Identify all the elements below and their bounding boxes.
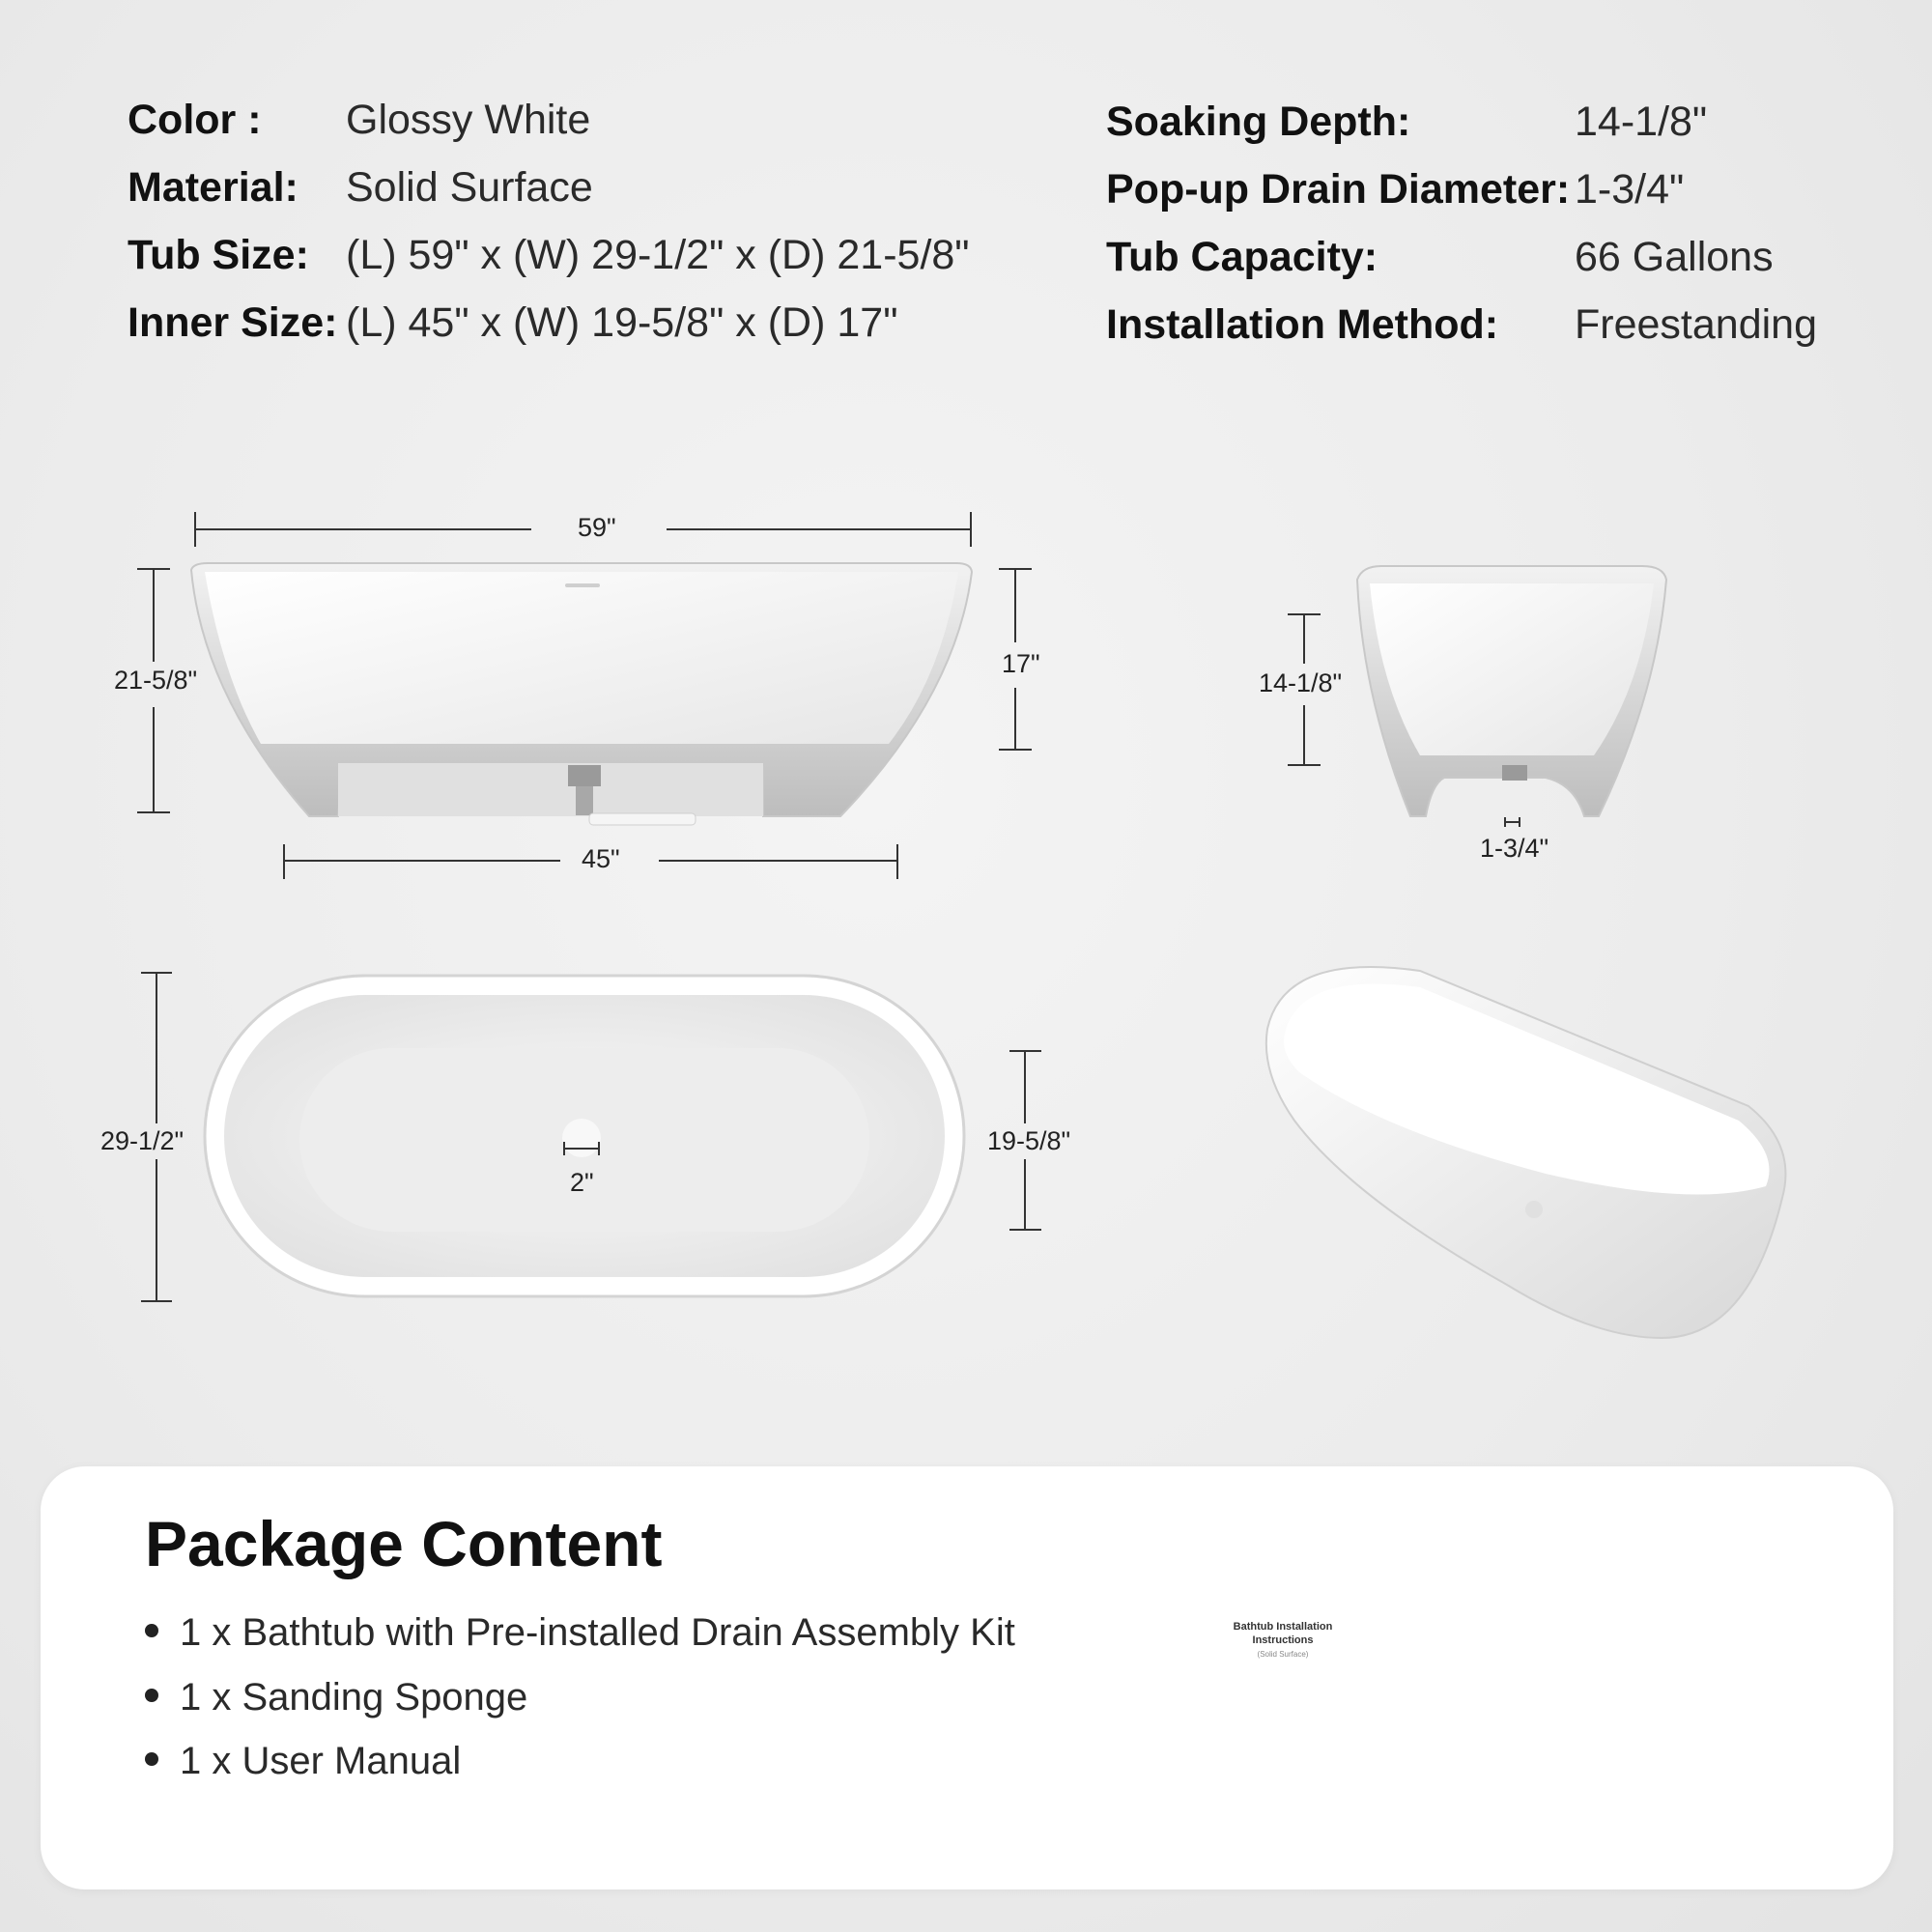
side-view-tub: [191, 563, 972, 825]
spec-label-tub-size: Tub Size:: [128, 232, 309, 278]
spec-value-tub-capacity: 66 Gallons: [1575, 234, 1774, 280]
spec-value-tub-size: (L) 59" x (W) 29-1/2" x (D) 21-5/8": [346, 232, 970, 278]
dim-top-inner-width: 19-5/8": [987, 1126, 1071, 1155]
spec-label-soaking-depth: Soaking Depth:: [1106, 99, 1411, 145]
spec-label-inner-size: Inner Size:: [128, 299, 338, 346]
spec-value-installation-method: Freestanding: [1575, 301, 1817, 348]
package-item-label: 1 x Sanding Sponge: [180, 1676, 528, 1719]
spec-value-material: Solid Surface: [346, 164, 593, 211]
dim-side-length: 59": [578, 513, 616, 542]
package-item: [145, 1611, 1015, 1655]
dim-side-height: 21-5/8": [114, 666, 198, 695]
package-title: Package Content: [145, 1508, 663, 1579]
dim-top-width: 29-1/2": [100, 1126, 185, 1155]
dim-end-soak-depth: 14-1/8": [1259, 668, 1343, 697]
package-item: [145, 1740, 461, 1783]
package-item-label: 1 x Bathtub with Pre-installed Drain Assembly Kit: [180, 1611, 1015, 1654]
package-item: [145, 1676, 527, 1719]
dim-top-drain: 2": [570, 1168, 594, 1197]
perspective-tub: [1266, 967, 1786, 1338]
spec-label-installation-method: Installation Method:: [1106, 301, 1499, 348]
dim-side-inner-depth: 17": [1002, 649, 1040, 678]
manual-cover-title: Bathtub Installation Instructions: [1233, 1621, 1333, 1646]
top-view-tub: [205, 976, 964, 1296]
dim-side-inner-length: 45": [582, 844, 620, 873]
spec-value-color: Glossy White: [346, 97, 591, 143]
manual-cover-subtitle: (Solid Surface): [1257, 1650, 1309, 1659]
spec-value-soaking-depth: 14-1/8": [1575, 99, 1708, 145]
spec-value-inner-size: (L) 45" x (W) 19-5/8" x (D) 17": [346, 299, 898, 346]
dim-end-drain: 1-3/4": [1480, 834, 1549, 863]
end-view-tub: [1357, 566, 1666, 816]
spec-label-material: Material:: [128, 164, 298, 211]
spec-label-drain-diameter: Pop-up Drain Diameter:: [1106, 166, 1571, 213]
bullet-icon: [145, 1689, 158, 1702]
spec-label-color: Color :: [128, 97, 262, 143]
spec-label-tub-capacity: Tub Capacity:: [1106, 234, 1378, 280]
package-item-label: 1 x User Manual: [180, 1740, 462, 1782]
spec-value-drain-diameter: 1-3/4": [1575, 166, 1685, 213]
bullet-icon: [145, 1624, 158, 1637]
bullet-icon: [145, 1752, 158, 1766]
